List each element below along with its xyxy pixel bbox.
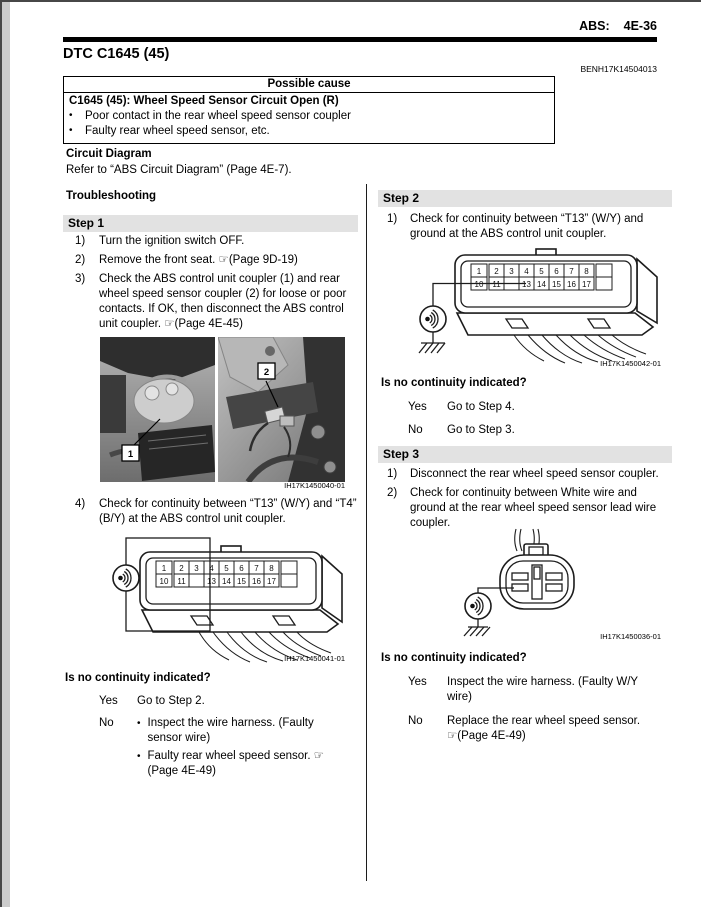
no-label: No — [99, 717, 114, 729]
table-header: Possible cause — [64, 77, 554, 93]
item-number: 4) — [75, 498, 86, 510]
step3-header: Step 3 — [378, 446, 672, 463]
svg-text:10: 10 — [159, 577, 169, 586]
svg-text:13: 13 — [522, 280, 531, 289]
doc-code: BENH17K14504013 — [580, 64, 657, 74]
troubleshooting-heading: Troubleshooting — [66, 190, 157, 202]
ground-icon — [419, 332, 445, 353]
svg-text:8: 8 — [584, 267, 589, 276]
step1-item-1 — [75, 234, 359, 249]
svg-text:1: 1 — [161, 564, 167, 573]
item-text: Disconnect the rear wheel speed sensor coupler. — [410, 468, 659, 480]
sensor-coupler-drawing — [500, 529, 574, 609]
bullet-icon: • — [137, 751, 141, 762]
photo-rear-wheel-sensor-coupler — [218, 337, 345, 482]
svg-text:4: 4 — [209, 564, 214, 573]
yes-text: Go to Step 2. — [137, 695, 205, 707]
pin-grid — [156, 561, 297, 587]
step3-item-1 — [387, 467, 672, 482]
bullet-icon: • — [69, 110, 73, 121]
page-header — [579, 19, 657, 33]
page-title: DTC C1645 (45) — [63, 46, 170, 62]
sensor-coupler-ground-diagram — [440, 527, 670, 643]
cause-item — [69, 125, 549, 137]
cause-text: Faulty rear wheel speed sensor, etc. — [85, 125, 270, 137]
step1-yes-row — [99, 694, 337, 709]
yes-text: Inspect the wire harness. (Faulty W/Y wire) — [447, 676, 638, 703]
svg-text:4: 4 — [524, 267, 529, 276]
photo-abs-control-unit — [100, 337, 215, 482]
continuity-tester-icon — [420, 306, 446, 332]
pin-grid — [471, 264, 612, 290]
step1-item-3 — [75, 272, 359, 332]
bullet-icon: • — [137, 718, 141, 729]
svg-text:14: 14 — [222, 577, 231, 586]
no-label: No — [408, 715, 423, 727]
svg-text:6: 6 — [554, 267, 559, 276]
step3-item-2 — [387, 486, 670, 531]
item-number: 1) — [387, 468, 398, 480]
svg-text:2: 2 — [494, 267, 499, 276]
item-number: 3) — [75, 273, 86, 285]
svg-text:1: 1 — [127, 449, 134, 460]
diagram-caption: IH17K1450041-01 — [284, 654, 345, 663]
continuity-tester-icon — [113, 565, 139, 591]
yes-label: Yes — [408, 676, 427, 688]
item-text: Check for continuity between “T13” (W/Y) and “T4” (B/Y) at the ABS control unit coupler. — [99, 498, 357, 525]
possible-cause-table — [63, 76, 555, 144]
no-answer-text: Inspect the wire harness. (Faulty sensor wire) — [147, 717, 314, 744]
cause-text: Poor contact in the rear wheel speed sensor coupler — [85, 110, 351, 122]
svg-text:14: 14 — [537, 280, 546, 289]
item-text: Remove the front seat. ☞(Page 9D-19) — [99, 254, 298, 266]
no-answer-item — [137, 749, 333, 779]
header-section-label: ABS: — [579, 19, 610, 33]
dtc-description: C1645 (45): Wheel Speed Sensor Circuit Open (R) — [69, 95, 339, 107]
ground-icon — [464, 619, 490, 636]
diagram-caption: IH17K1450036-01 — [600, 632, 661, 641]
item-text: Check for continuity between White wire and ground at the rear wheel speed sensor lead wire coupler. — [410, 487, 657, 529]
abs-coupler-drawing — [455, 249, 657, 363]
svg-text:1: 1 — [476, 267, 482, 276]
diagram-caption: IH17K1450042-01 — [600, 359, 661, 368]
step1-item-4 — [75, 497, 359, 527]
svg-text:2: 2 — [179, 564, 184, 573]
svg-text:13: 13 — [207, 577, 216, 586]
svg-text:11: 11 — [492, 280, 501, 289]
header-page-number: 4E-36 — [623, 19, 657, 33]
step2-question: Is no continuity indicated? — [381, 377, 527, 389]
step3-yes-row — [408, 675, 652, 705]
item-text: Check for continuity between “T13” (W/Y) and ground at the ABS control unit coupler. — [410, 213, 644, 240]
item-number: 1) — [387, 213, 398, 225]
yes-label: Yes — [408, 401, 427, 413]
header-rule — [63, 37, 657, 42]
abs-coupler-drawing — [140, 546, 342, 662]
no-answer-list — [137, 716, 333, 779]
svg-text:11: 11 — [177, 577, 186, 586]
page-left-margin — [2, 2, 10, 907]
svg-text:5: 5 — [539, 267, 544, 276]
svg-text:3: 3 — [509, 267, 514, 276]
bullet-icon: • — [69, 125, 73, 136]
no-text: Replace the rear wheel speed sensor. ☞(Page 4E-49) — [447, 715, 641, 742]
svg-text:15: 15 — [552, 280, 561, 289]
circuit-diagram-heading: Circuit Diagram — [66, 148, 152, 160]
step2-item-1 — [387, 212, 670, 242]
no-answer-text: Faulty rear wheel speed sensor. ☞(Page 4E-49) — [147, 750, 325, 777]
photo-caption: IH17K1450040-01 — [284, 481, 345, 490]
svg-text:17: 17 — [582, 280, 591, 289]
svg-text:8: 8 — [269, 564, 274, 573]
step2-header: Step 2 — [378, 190, 672, 207]
item-number: 2) — [387, 487, 398, 499]
step3-question: Is no continuity indicated? — [381, 652, 527, 664]
step3-no-row — [408, 714, 652, 744]
circuit-diagram-text: Refer to “ABS Circuit Diagram” (Page 4E-7). — [66, 164, 292, 176]
svg-text:16: 16 — [252, 577, 261, 586]
table-body — [64, 93, 554, 143]
item-number: 1) — [75, 235, 86, 247]
step1-header: Step 1 — [63, 215, 358, 232]
svg-text:3: 3 — [194, 564, 199, 573]
no-label: No — [408, 424, 423, 436]
no-answer-item — [137, 716, 333, 746]
step1-item-2 — [75, 253, 359, 268]
item-text: Turn the ignition switch OFF. — [99, 235, 245, 247]
continuity-tester-icon — [465, 593, 491, 619]
step1-no-row — [99, 716, 333, 779]
svg-text:10: 10 — [474, 280, 484, 289]
step1-photos — [100, 337, 345, 482]
yes-text: Go to Step 4. — [447, 401, 515, 413]
abs-coupler-ground-diagram — [405, 243, 695, 365]
page-top-edge — [0, 0, 701, 2]
svg-text:2: 2 — [263, 367, 270, 378]
svg-text:7: 7 — [569, 267, 574, 276]
svg-text:15: 15 — [237, 577, 246, 586]
svg-text:7: 7 — [254, 564, 259, 573]
step2-yes-row — [408, 400, 652, 415]
item-number: 2) — [75, 254, 86, 266]
step2-no-row — [408, 423, 652, 438]
yes-label: Yes — [99, 695, 118, 707]
svg-text:5: 5 — [224, 564, 229, 573]
svg-text:6: 6 — [239, 564, 244, 573]
column-divider — [366, 184, 367, 881]
item-text: Check the ABS control unit coupler (1) and rear wheel speed sensor coupler (2) for loose or poor contacts. If OK, then disconnect the ABS control unit coupler. ☞(Page 4E-45) — [99, 273, 347, 330]
svg-text:16: 16 — [567, 280, 576, 289]
svg-text:17: 17 — [267, 577, 276, 586]
cause-item — [69, 110, 549, 122]
step1-question: Is no continuity indicated? — [65, 672, 211, 684]
abs-coupler-continuity-diagram — [95, 530, 345, 665]
no-text: Go to Step 3. — [447, 424, 515, 436]
